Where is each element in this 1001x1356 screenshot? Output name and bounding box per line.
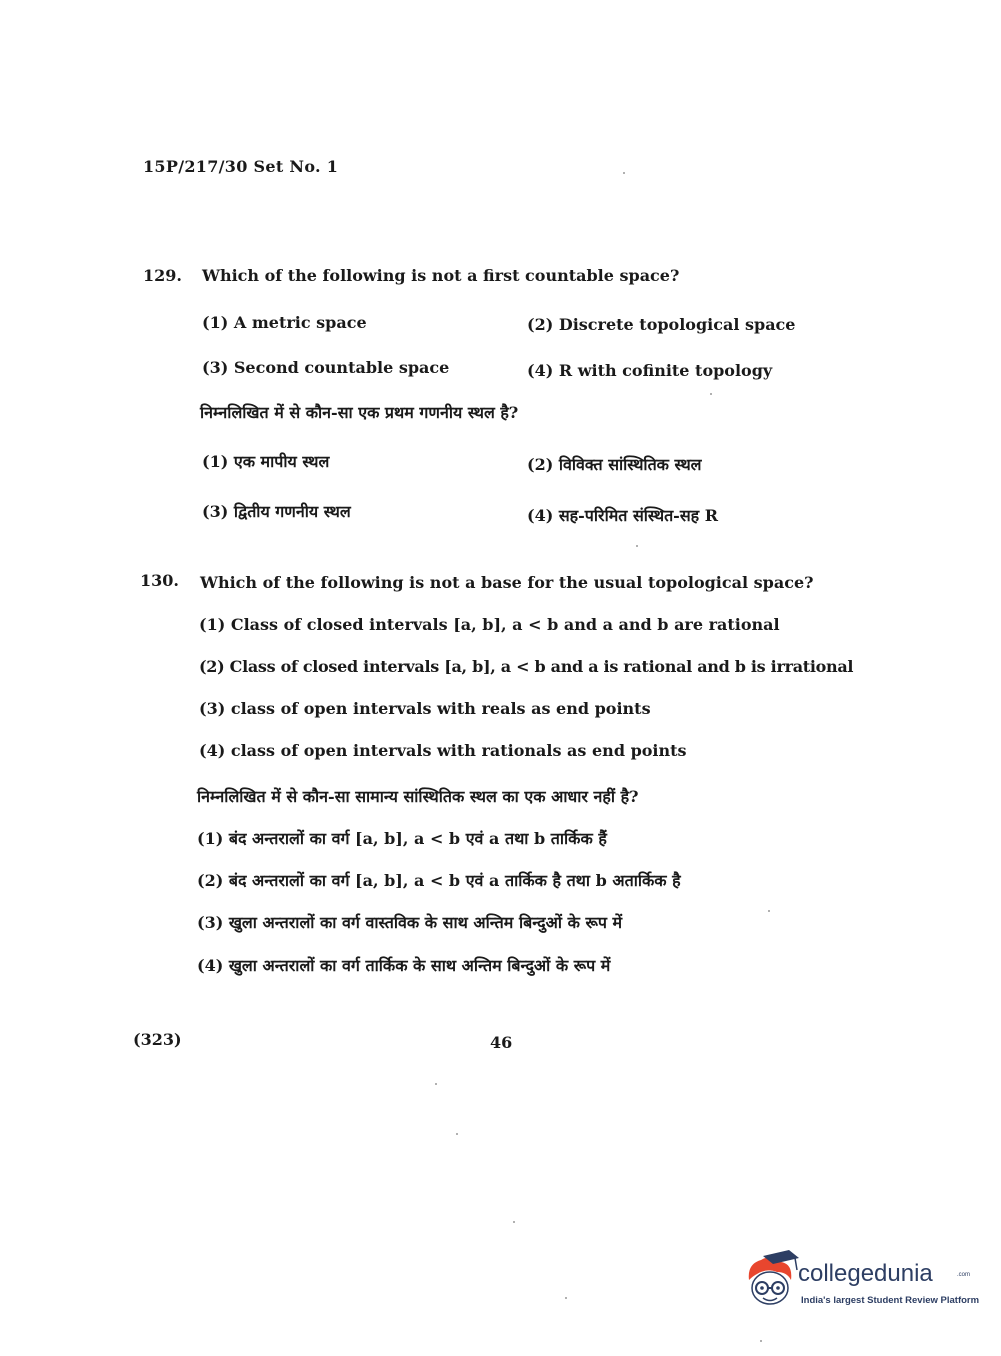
- question-129-text-english: Which of the following is not a first countable space?: [202, 266, 680, 285]
- question-130-option-3-hindi: (3) खुला अन्तरालों का वर्ग वास्तविक के साथ अन्तिम बिन्दुओं के रूप में: [197, 913, 623, 932]
- question-129-option-1-english: (1) A metric space: [202, 313, 367, 332]
- question-129-option-3-hindi: (3) द्वितीय गणनीय स्थल: [202, 502, 351, 521]
- question-129-text-hindi: निम्नलिखित में से कौन-सा एक प्रथम गणनीय स्थल है?: [200, 403, 519, 422]
- booklet-code-footer: (323): [133, 1030, 182, 1049]
- question-129-number: 129.: [143, 266, 182, 285]
- logo-domain: .com: [957, 1272, 971, 1278]
- question-130-option-1-hindi: (1) बंद अन्तरालों का वर्ग [a, b], a < b एवं a तथा b तार्किक हैं: [197, 829, 607, 848]
- question-130-text-hindi: निम्नलिखित में से कौन-सा सामान्य सांस्थितिक स्थल का एक आधार नहीं है?: [197, 787, 639, 806]
- logo-wordmark: collegedunia: [798, 1260, 933, 1287]
- question-130-text-english: Which of the following is not a base for the usual topological space?: [200, 573, 814, 592]
- question-130-option-1-english: (1) Class of closed intervals [a, b], a < b and a and b are rational: [199, 615, 780, 634]
- question-130-option-2-english: (2) Class of closed intervals [a, b], a < b and a is rational and b is irrational: [199, 657, 854, 676]
- question-129-option-4-hindi: (4) सह-परिमित संस्थित-सह R: [527, 506, 719, 525]
- collegedunia-logo: [743, 1250, 980, 1320]
- mascot-icon: [743, 1250, 799, 1316]
- question-129-option-4-english: (4) R with cofinite topology: [527, 361, 773, 380]
- question-129-option-3-english: (3) Second countable space: [202, 358, 450, 377]
- question-130-option-4-hindi: (4) खुला अन्तरालों का वर्ग तार्किक के साथ अन्तिम बिन्दुओं के रूप में: [197, 956, 611, 975]
- question-130-option-4-english: (4) class of open intervals with rationals as end points: [199, 741, 687, 760]
- logo-tagline: India's largest Student Review Platform: [801, 1295, 980, 1306]
- question-130-option-2-hindi: (2) बंद अन्तरालों का वर्ग [a, b], a < b एवं a तार्किक है तथा b अतार्किक है: [197, 871, 681, 890]
- page-number: 46: [490, 1033, 513, 1052]
- question-129-option-1-hindi: (1) एक मापीय स्थल: [202, 452, 330, 471]
- question-130-number: 130.: [140, 571, 179, 590]
- question-129-option-2-hindi: (2) विविक्त सांस्थितिक स्थल: [527, 455, 702, 474]
- question-130-option-3-english: (3) class of open intervals with reals as end points: [199, 699, 651, 718]
- question-129-option-2-english: (2) Discrete topological space: [527, 315, 796, 334]
- paper-code-header: 15P/217/30 Set No. 1: [143, 157, 339, 176]
